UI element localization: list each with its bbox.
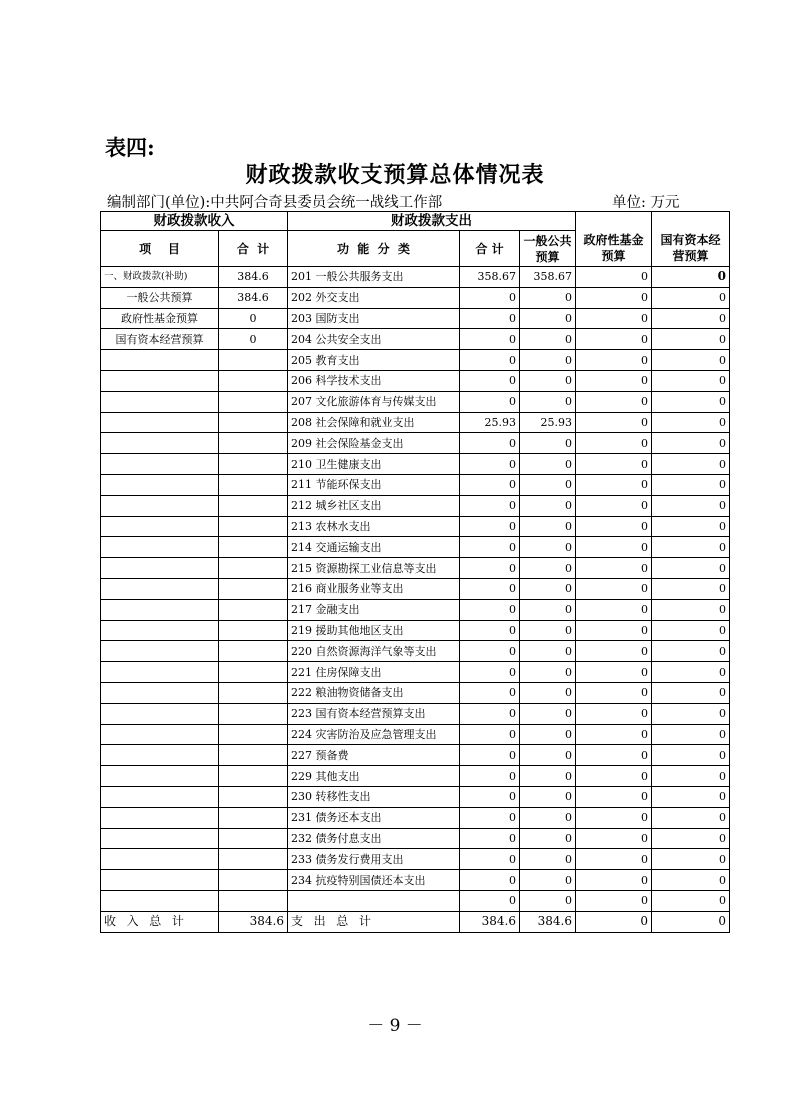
state-capital-cell: 0 bbox=[652, 350, 730, 371]
category-cell: 209 社会保险基金支出 bbox=[288, 433, 460, 454]
state-capital-cell: 0 bbox=[652, 287, 730, 308]
income-item-cell bbox=[101, 662, 219, 683]
table-row bbox=[101, 329, 730, 350]
table-row bbox=[101, 786, 730, 807]
income-amount-cell bbox=[219, 370, 288, 391]
expense-total-label: 支 出 总 计 bbox=[288, 911, 460, 932]
general-budget-cell: 0 bbox=[520, 370, 576, 391]
table-row bbox=[101, 641, 730, 662]
category-cell: 220 自然资源海洋气象等支出 bbox=[288, 641, 460, 662]
expense-total-cell: 0 bbox=[460, 870, 520, 891]
state-capital-cell: 0 bbox=[652, 474, 730, 495]
income-amount-cell bbox=[219, 662, 288, 683]
table-row bbox=[101, 870, 730, 891]
general-budget-cell: 0 bbox=[520, 516, 576, 537]
table-row bbox=[101, 828, 730, 849]
income-item-cell bbox=[101, 599, 219, 620]
state-capital-cell: 0 bbox=[652, 828, 730, 849]
fund-budget-cell: 0 bbox=[576, 287, 652, 308]
state-capital-cell: 0 bbox=[652, 890, 730, 911]
income-amount-cell bbox=[219, 350, 288, 371]
category-cell: 214 交通运输支出 bbox=[288, 537, 460, 558]
state-capital-cell: 0 bbox=[652, 578, 730, 599]
fund-budget-cell: 0 bbox=[576, 745, 652, 766]
table-row bbox=[101, 724, 730, 745]
income-amount-cell bbox=[219, 433, 288, 454]
income-item-cell: 政府性基金预算 bbox=[101, 308, 219, 329]
income-amount-cell bbox=[219, 412, 288, 433]
general-budget-cell: 0 bbox=[520, 433, 576, 454]
fund-budget-cell: 0 bbox=[576, 682, 652, 703]
category-cell: 205 教育支出 bbox=[288, 350, 460, 371]
general-budget-cell: 0 bbox=[520, 682, 576, 703]
category-cell: 215 资源勘探工业信息等支出 bbox=[288, 558, 460, 579]
table-row bbox=[101, 890, 730, 911]
table-row bbox=[101, 682, 730, 703]
expense-total-cell: 0 bbox=[460, 391, 520, 412]
income-item-cell bbox=[101, 828, 219, 849]
state-capital-cell: 0 bbox=[652, 391, 730, 412]
income-item-cell bbox=[101, 703, 219, 724]
fund-budget-cell: 0 bbox=[576, 724, 652, 745]
expense-total-cell: 0 bbox=[460, 474, 520, 495]
expense-total-cell: 0 bbox=[460, 766, 520, 787]
fund-budget-cell: 0 bbox=[576, 370, 652, 391]
income-item-cell: 国有资本经营预算 bbox=[101, 329, 219, 350]
general-budget-cell: 0 bbox=[520, 454, 576, 475]
income-item-cell: 一、财政拨款(补助) bbox=[101, 267, 219, 288]
income-amount-cell bbox=[219, 391, 288, 412]
state-capital-cell: 0 bbox=[652, 641, 730, 662]
table-row bbox=[101, 745, 730, 766]
state-capital-cell: 0 bbox=[652, 516, 730, 537]
income-amount-cell: 384.6 bbox=[219, 267, 288, 288]
table-row bbox=[101, 662, 730, 683]
general-budget-cell: 0 bbox=[520, 786, 576, 807]
category-cell: 223 国有资本经营预算支出 bbox=[288, 703, 460, 724]
fund-budget-cell: 0 bbox=[576, 308, 652, 329]
income-amount-cell bbox=[219, 599, 288, 620]
general-budget-cell: 0 bbox=[520, 662, 576, 683]
state-capital-cell: 0 bbox=[652, 454, 730, 475]
state-capital-cell: 0 bbox=[652, 620, 730, 641]
fund-budget-cell: 0 bbox=[576, 578, 652, 599]
income-item-cell bbox=[101, 391, 219, 412]
header-blank bbox=[576, 212, 652, 231]
table-number-label: 表四: bbox=[105, 135, 155, 160]
fund-budget-cell: 0 bbox=[576, 329, 652, 350]
income-item-cell bbox=[101, 350, 219, 371]
category-cell: 219 援助其他地区支出 bbox=[288, 620, 460, 641]
income-item-cell bbox=[101, 890, 219, 911]
income-amount-cell bbox=[219, 641, 288, 662]
income-item-cell bbox=[101, 682, 219, 703]
category-cell: 233 债务发行费用支出 bbox=[288, 849, 460, 870]
fund-budget-cell: 0 bbox=[576, 766, 652, 787]
table-row bbox=[101, 537, 730, 558]
header-row-group bbox=[101, 212, 730, 231]
page-number: － 9 － bbox=[367, 1016, 423, 1036]
state-capital-cell: 0 bbox=[652, 308, 730, 329]
fund-budget-cell: 0 bbox=[576, 828, 652, 849]
expense-total-cell: 0 bbox=[460, 620, 520, 641]
state-capital-cell: 0 bbox=[652, 849, 730, 870]
general-budget-cell: 358.67 bbox=[520, 267, 576, 288]
table-row bbox=[101, 766, 730, 787]
fund-budget-cell: 0 bbox=[576, 433, 652, 454]
state-capital-cell: 0 bbox=[652, 766, 730, 787]
col-general-header: 一般公共预算 bbox=[520, 231, 576, 267]
income-header: 财政拨款收入 bbox=[101, 212, 288, 231]
state-capital-cell: 0 bbox=[652, 786, 730, 807]
income-item-cell bbox=[101, 537, 219, 558]
category-cell: 231 债务还本支出 bbox=[288, 807, 460, 828]
category-cell: 201 一般公共服务支出 bbox=[288, 267, 460, 288]
category-cell: 229 其他支出 bbox=[288, 766, 460, 787]
col-income-total-header: 合 计 bbox=[219, 231, 288, 267]
income-item-cell bbox=[101, 558, 219, 579]
category-cell: 213 农林水支出 bbox=[288, 516, 460, 537]
general-budget-cell: 0 bbox=[520, 870, 576, 891]
general-budget-cell: 0 bbox=[520, 495, 576, 516]
expense-total-cell: 0 bbox=[460, 703, 520, 724]
expense-total-cell: 0 bbox=[460, 370, 520, 391]
income-amount-cell bbox=[219, 786, 288, 807]
state-capital-cell: 0 bbox=[652, 662, 730, 683]
general-budget-cell: 0 bbox=[520, 620, 576, 641]
state-capital-cell: 0 bbox=[652, 807, 730, 828]
general-budget-cell: 0 bbox=[520, 308, 576, 329]
general-budget-cell: 0 bbox=[520, 807, 576, 828]
expense-header: 财政拨款支出 bbox=[288, 212, 576, 231]
income-item-cell bbox=[101, 495, 219, 516]
general-budget-cell: 0 bbox=[520, 724, 576, 745]
fund-budget-cell: 0 bbox=[576, 391, 652, 412]
currency-unit: 单位: 万元 bbox=[612, 195, 680, 211]
income-amount-cell bbox=[219, 516, 288, 537]
col-item-header: 项 目 bbox=[101, 231, 219, 267]
state-capital-cell: 0 bbox=[652, 682, 730, 703]
general-budget-cell: 0 bbox=[520, 849, 576, 870]
general-budget-cell: 0 bbox=[520, 329, 576, 350]
expense-total-cell: 0 bbox=[460, 350, 520, 371]
category-cell: 207 文化旅游体育与传媒支出 bbox=[288, 391, 460, 412]
income-item-cell bbox=[101, 474, 219, 495]
category-cell: 232 债务付息支出 bbox=[288, 828, 460, 849]
table-row bbox=[101, 370, 730, 391]
header-row-columns bbox=[101, 231, 730, 267]
expense-total-cell: 0 bbox=[460, 495, 520, 516]
expense-total-cell: 0 bbox=[460, 641, 520, 662]
expense-total-cell: 358.67 bbox=[460, 267, 520, 288]
income-item-cell bbox=[101, 807, 219, 828]
table-row bbox=[101, 308, 730, 329]
general-budget-cell: 0 bbox=[520, 474, 576, 495]
expense-total-cell: 0 bbox=[460, 786, 520, 807]
fund-budget-cell: 0 bbox=[576, 662, 652, 683]
table-row bbox=[101, 454, 730, 475]
income-item-cell bbox=[101, 620, 219, 641]
income-item-cell bbox=[101, 724, 219, 745]
state-capital-cell: 0 bbox=[652, 495, 730, 516]
fund-budget-cell: 0 bbox=[576, 558, 652, 579]
expense-total-cell: 0 bbox=[460, 890, 520, 911]
table-row bbox=[101, 703, 730, 724]
income-amount-cell bbox=[219, 849, 288, 870]
expense-total-cell: 0 bbox=[460, 599, 520, 620]
income-amount-cell bbox=[219, 682, 288, 703]
income-amount-cell bbox=[219, 870, 288, 891]
fund-budget-cell: 0 bbox=[576, 870, 652, 891]
general-total-value: 384.6 bbox=[520, 911, 576, 932]
income-item-cell bbox=[101, 766, 219, 787]
income-amount-cell: 384.6 bbox=[219, 287, 288, 308]
document-title: 财政拨款收支预算总体情况表 bbox=[245, 162, 545, 188]
category-cell bbox=[288, 890, 460, 911]
income-amount-cell bbox=[219, 578, 288, 599]
expense-total-cell: 0 bbox=[460, 828, 520, 849]
expense-total-cell: 0 bbox=[460, 537, 520, 558]
fund-budget-cell: 0 bbox=[576, 474, 652, 495]
income-item-cell bbox=[101, 454, 219, 475]
general-budget-cell: 0 bbox=[520, 287, 576, 308]
table-row bbox=[101, 516, 730, 537]
income-amount-cell: 0 bbox=[219, 329, 288, 350]
table-row bbox=[101, 391, 730, 412]
income-amount-cell bbox=[219, 620, 288, 641]
fund-budget-cell: 0 bbox=[576, 890, 652, 911]
table-row bbox=[101, 350, 730, 371]
state-capital-cell: 0 bbox=[652, 599, 730, 620]
general-budget-cell: 0 bbox=[520, 537, 576, 558]
fund-budget-cell: 0 bbox=[576, 807, 652, 828]
expense-total-cell: 0 bbox=[460, 433, 520, 454]
expense-total-cell: 0 bbox=[460, 329, 520, 350]
table-row bbox=[101, 849, 730, 870]
state-capital-cell: 0 bbox=[652, 870, 730, 891]
category-cell: 234 抗疫特别国债还本支出 bbox=[288, 870, 460, 891]
expense-total-cell: 0 bbox=[460, 849, 520, 870]
fund-budget-cell: 0 bbox=[576, 537, 652, 558]
table-row bbox=[101, 267, 730, 288]
income-item-cell bbox=[101, 433, 219, 454]
state-capital-cell: 0 bbox=[652, 433, 730, 454]
expense-total-value: 384.6 bbox=[460, 911, 520, 932]
category-cell: 204 公共安全支出 bbox=[288, 329, 460, 350]
table-row bbox=[101, 807, 730, 828]
income-item-cell bbox=[101, 516, 219, 537]
fund-budget-cell: 0 bbox=[576, 267, 652, 288]
table-row bbox=[101, 578, 730, 599]
totals-row bbox=[101, 911, 730, 932]
income-item-cell bbox=[101, 641, 219, 662]
state-capital-cell: 0 bbox=[652, 370, 730, 391]
income-amount-cell bbox=[219, 766, 288, 787]
category-cell: 221 住房保障支出 bbox=[288, 662, 460, 683]
income-item-cell bbox=[101, 870, 219, 891]
income-amount-cell: 0 bbox=[219, 308, 288, 329]
income-item-cell bbox=[101, 745, 219, 766]
category-cell: 203 国防支出 bbox=[288, 308, 460, 329]
category-cell: 216 商业服务业等支出 bbox=[288, 578, 460, 599]
income-amount-cell bbox=[219, 558, 288, 579]
income-item-cell bbox=[101, 849, 219, 870]
state-capital-total-value: 0 bbox=[652, 911, 730, 932]
income-amount-cell bbox=[219, 745, 288, 766]
general-budget-cell: 0 bbox=[520, 703, 576, 724]
expense-total-cell: 0 bbox=[460, 724, 520, 745]
income-item-cell: 一般公共预算 bbox=[101, 287, 219, 308]
income-amount-cell bbox=[219, 724, 288, 745]
category-cell: 212 城乡社区支出 bbox=[288, 495, 460, 516]
category-cell: 206 科学技术支出 bbox=[288, 370, 460, 391]
fund-budget-cell: 0 bbox=[576, 412, 652, 433]
general-budget-cell: 0 bbox=[520, 890, 576, 911]
col-expense-total-header: 合 计 bbox=[460, 231, 520, 267]
income-amount-cell bbox=[219, 495, 288, 516]
category-cell: 230 转移性支出 bbox=[288, 786, 460, 807]
income-amount-cell bbox=[219, 828, 288, 849]
state-capital-cell: 0 bbox=[652, 703, 730, 724]
fund-budget-cell: 0 bbox=[576, 599, 652, 620]
col-fund-header: 政府性基金预算 bbox=[576, 231, 652, 267]
expense-total-cell: 0 bbox=[460, 662, 520, 683]
state-capital-cell: 0 bbox=[652, 537, 730, 558]
table-row bbox=[101, 620, 730, 641]
fund-budget-cell: 0 bbox=[576, 350, 652, 371]
income-amount-cell bbox=[219, 703, 288, 724]
general-budget-cell: 0 bbox=[520, 641, 576, 662]
income-amount-cell bbox=[219, 890, 288, 911]
fund-total-value: 0 bbox=[576, 911, 652, 932]
table-row bbox=[101, 599, 730, 620]
state-capital-cell: 0 bbox=[652, 724, 730, 745]
header-blank bbox=[652, 212, 730, 231]
state-capital-cell: 0 bbox=[652, 412, 730, 433]
category-cell: 222 粮油物资储备支出 bbox=[288, 682, 460, 703]
state-capital-cell: 0 bbox=[652, 745, 730, 766]
fund-budget-cell: 0 bbox=[576, 516, 652, 537]
expense-total-cell: 0 bbox=[460, 454, 520, 475]
table-row bbox=[101, 412, 730, 433]
fund-budget-cell: 0 bbox=[576, 454, 652, 475]
budget-table bbox=[100, 211, 730, 933]
fund-budget-cell: 0 bbox=[576, 641, 652, 662]
category-cell: 202 外交支出 bbox=[288, 287, 460, 308]
income-amount-cell bbox=[219, 537, 288, 558]
fund-budget-cell: 0 bbox=[576, 849, 652, 870]
general-budget-cell: 0 bbox=[520, 350, 576, 371]
income-item-cell bbox=[101, 786, 219, 807]
table-row bbox=[101, 495, 730, 516]
expense-total-cell: 0 bbox=[460, 558, 520, 579]
fund-budget-cell: 0 bbox=[576, 703, 652, 724]
expense-total-cell: 0 bbox=[460, 745, 520, 766]
general-budget-cell: 0 bbox=[520, 828, 576, 849]
expense-total-cell: 0 bbox=[460, 287, 520, 308]
fund-budget-cell: 0 bbox=[576, 786, 652, 807]
general-budget-cell: 0 bbox=[520, 578, 576, 599]
income-item-cell bbox=[101, 370, 219, 391]
table-row bbox=[101, 433, 730, 454]
compiling-unit: 编制部门(单位):中共阿合奇县委员会统一战线工作部 bbox=[107, 195, 443, 211]
state-capital-cell: 0 bbox=[652, 267, 730, 288]
state-capital-cell: 0 bbox=[652, 558, 730, 579]
category-cell: 208 社会保障和就业支出 bbox=[288, 412, 460, 433]
col-category-header: 功 能 分 类 bbox=[288, 231, 460, 267]
state-capital-cell: 0 bbox=[652, 329, 730, 350]
income-amount-cell bbox=[219, 474, 288, 495]
general-budget-cell: 25.93 bbox=[520, 412, 576, 433]
income-amount-cell bbox=[219, 454, 288, 475]
income-item-cell bbox=[101, 412, 219, 433]
category-cell: 217 金融支出 bbox=[288, 599, 460, 620]
category-cell: 211 节能环保支出 bbox=[288, 474, 460, 495]
general-budget-cell: 0 bbox=[520, 599, 576, 620]
fund-budget-cell: 0 bbox=[576, 495, 652, 516]
general-budget-cell: 0 bbox=[520, 745, 576, 766]
expense-total-cell: 0 bbox=[460, 578, 520, 599]
expense-total-cell: 0 bbox=[460, 516, 520, 537]
expense-total-cell: 0 bbox=[460, 308, 520, 329]
general-budget-cell: 0 bbox=[520, 766, 576, 787]
income-amount-cell bbox=[219, 807, 288, 828]
fund-budget-cell: 0 bbox=[576, 620, 652, 641]
income-total-label: 收 入 总 计 bbox=[101, 911, 219, 932]
expense-total-cell: 25.93 bbox=[460, 412, 520, 433]
col-state-capital-header: 国有资本经营预算 bbox=[652, 231, 730, 267]
category-cell: 210 卫生健康支出 bbox=[288, 454, 460, 475]
table-row bbox=[101, 287, 730, 308]
income-item-cell bbox=[101, 578, 219, 599]
general-budget-cell: 0 bbox=[520, 558, 576, 579]
expense-total-cell: 0 bbox=[460, 682, 520, 703]
income-total-value: 384.6 bbox=[219, 911, 288, 932]
general-budget-cell: 0 bbox=[520, 391, 576, 412]
category-cell: 227 预备费 bbox=[288, 745, 460, 766]
expense-total-cell: 0 bbox=[460, 807, 520, 828]
table-row bbox=[101, 474, 730, 495]
category-cell: 224 灾害防治及应急管理支出 bbox=[288, 724, 460, 745]
table-row bbox=[101, 558, 730, 579]
